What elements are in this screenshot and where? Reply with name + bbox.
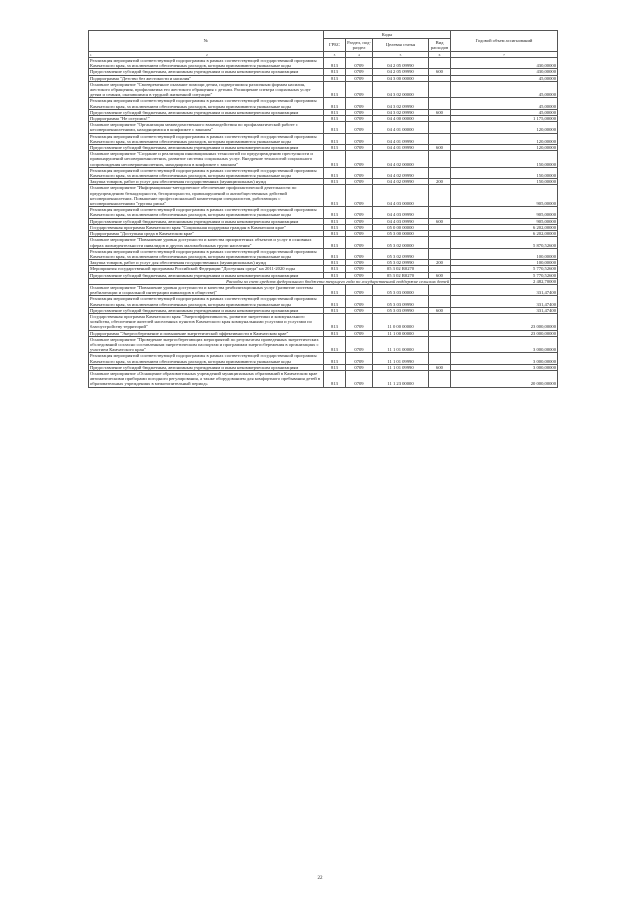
cell-cs: 04 4 00 00000 [373, 116, 429, 122]
cell-grbs: 813 [324, 336, 346, 353]
cell-desc: Закупка товаров, работ и услуг для обеспечения государственных (муниципальных) нужд [89, 179, 324, 185]
cell-cs: 04 4 01 09990 [373, 133, 429, 144]
cell-vr [429, 284, 451, 295]
cell-sum: 331,47400 [451, 296, 558, 307]
cell-sum: 3 000,00000 [451, 364, 558, 370]
cell-cs: 05 3 02 09990 [373, 248, 429, 259]
cell-cs: 05 3 00 00000 [373, 231, 429, 237]
cell-cs: 11 1 01 09990 [373, 364, 429, 370]
cell-grbs: 813 [324, 248, 346, 259]
cell-sum: 150,00000 [451, 151, 558, 168]
cell-desc: Реализация мероприятий соответствующей подпрограммы в рамках соответствующей государственной программы Камчатского края, за исключением обеспеченных расходов, которым присваиваются уникальные коды [89, 167, 324, 178]
cell-cs: 04 4 02 00000 [373, 151, 429, 168]
cell-grbs: 813 [324, 167, 346, 178]
cell-vr: 600 [429, 145, 451, 151]
cell-sum: 3 000,00000 [451, 336, 558, 353]
table-row [89, 296, 558, 307]
cell-rz: 0709 [346, 224, 373, 230]
cell-sum: 2 482,70000 [451, 278, 558, 284]
cell-vr [429, 313, 451, 330]
cell-sum: 6 202,00000 [451, 224, 558, 230]
header-tsel: Целевая статья [373, 39, 429, 52]
cell-desc: Основное мероприятие "Создание и реализация инновационных технологий по предупреждению преступности и правонарушений несовершеннолетних, развитие системы социальных услуг. Внедрение технологий социального сопровождения несовершеннолетних, находящихся в конфликте с законом" [89, 151, 324, 168]
cell-grbs: 813 [324, 353, 346, 364]
cell-sum: 6 202,00000 [451, 231, 558, 237]
cell-grbs: 813 [324, 266, 346, 272]
cell-rz: 0709 [346, 237, 373, 248]
cell-cs: 11 1 23 00000 [373, 370, 429, 387]
cell-desc: Основное мероприятие "Своевременное оказание помощи детям, подвергшимся различным формам насилия, жестокого обращения, профилактика его жестокого обращения с детьми. Расширение спектра социальных услуг детям и семьям, оказавшимся в трудной жизненной ситуации" [89, 81, 324, 98]
cell-sum: 905,00000 [451, 185, 558, 207]
cell-desc: Основное мероприятие "Проведение энергосберегающих мероприятий по результатам проведенных энергетических обследований согласно составленным энергетическим паспортам и программам энергосбережения в организациях с участием Камчатского края" [89, 336, 324, 353]
cell-rz: 0709 [346, 266, 373, 272]
cell-cs: 04 3 02 09990 [373, 109, 429, 115]
cell-desc: Предоставление субсидий бюджетным, автономным учреждениям и иным некоммерческим организациям [89, 145, 324, 151]
cell-desc: Основное мероприятие "Организация межведомственного взаимодействия по профилактической работе с несовершеннолетними, находящимися в конфликте с законом" [89, 122, 324, 133]
cell-cs: 05 3 03 09990 [373, 307, 429, 313]
cell-grbs: 813 [324, 179, 346, 185]
cell-grbs: 813 [324, 116, 346, 122]
cell-vr [429, 296, 451, 307]
cell-desc: Предоставление субсидий бюджетным, автономным учреждениям и иным некоммерческим организациям [89, 69, 324, 75]
cell-rz: 0709 [346, 151, 373, 168]
cell-grbs: 813 [324, 296, 346, 307]
cell-sum: 5 770,52600 [451, 266, 558, 272]
cell-rz: 0709 [346, 122, 373, 133]
col-number: 4 [346, 52, 373, 58]
cell-cs: 05 3 03 09990 [373, 296, 429, 307]
cell-rz: 0709 [346, 307, 373, 313]
cell-grbs: 813 [324, 109, 346, 115]
cell-rz: 0709 [346, 207, 373, 218]
cell-desc: Основное мероприятие "Информационно-методическое обеспечение профилактической деятельности по предупреждению безнадзорности, беспризорности, правонарушений и антиобщественных действий несовершеннолетних. Повышение профессиональной компетенции специалистов, работающих с несовершеннолетними "группы риска" [89, 185, 324, 207]
cell-desc: Мероприятия государственной программы Российской Федерации "Доступная среда" на 2011-2020 годы [89, 266, 324, 272]
cell-grbs: 813 [324, 145, 346, 151]
table-row [89, 336, 558, 353]
cell-cs: 05 0 00 00000 [373, 224, 429, 230]
cell-sum: 100,00000 [451, 260, 558, 266]
cell-desc: Подпрограмма "Не оступись!" [89, 116, 324, 122]
cell-vr [429, 133, 451, 144]
cell-desc: Реализация мероприятий соответствующей подпрограммы в рамках соответствующей государственной программы Камчатского края, за исключением обеспеченных расходов, которым присваиваются уникальные коды [89, 58, 324, 69]
cell-sum: 430,00000 [451, 58, 558, 69]
cell-cs: 05 3 02 R0270 [373, 266, 429, 272]
cell-grbs: 813 [324, 224, 346, 230]
cell-grbs: 813 [324, 307, 346, 313]
cell-desc: Реализация мероприятий соответствующей подпрограммы в рамках соответствующей государственной программы Камчатского края, за исключением обеспеченных расходов, которым присваиваются уникальные коды [89, 353, 324, 364]
cell-grbs: 813 [324, 218, 346, 224]
cell-desc: Государственная программа Камчатского края "Энергоэффективность, развитие энергетики и коммунального хозяйства, обеспечение жителей населенных пунктов Камчатского края коммунальными услугами и услугами по благоустройству территорий" [89, 313, 324, 330]
cell-sum: 5 870,52600 [451, 237, 558, 248]
table-row [89, 185, 558, 207]
cell-sum: 120,00000 [451, 133, 558, 144]
cell-desc: Государственная программа Камчатского края "Социальная поддержка граждан в Камчатском крае" [89, 224, 324, 230]
cell-sum: 45,00000 [451, 98, 558, 109]
cell-rz: 0709 [346, 218, 373, 224]
cell-vr [429, 353, 451, 364]
cell-desc: Закупка товаров, работ и услуг для обеспечения государственных (муниципальных) нужд [89, 260, 324, 266]
page-number: 22 [317, 876, 323, 881]
cell-sum: 430,00000 [451, 69, 558, 75]
cell-sum: 23 000,00000 [451, 313, 558, 330]
cell-vr: 600 [429, 307, 451, 313]
cell-rz: 0709 [346, 364, 373, 370]
cell-cs: 11 1 01 00000 [373, 336, 429, 353]
cell-desc: Реализация мероприятий соответствующей подпрограммы в рамках соответствующей государственной программы Камчатского края, за исключением обеспеченных расходов, которым присваиваются уникальные коды [89, 98, 324, 109]
cell-desc: Основное мероприятие «Оснащение образовательных учреждений муниципальных образований в Камчатском крае автоматическими приборами погодного регулирования, а также оборудованием для комфортного пребывания детей в образовательных учреждениях в межотопительный период» [89, 370, 324, 387]
cell-cs: 04 4 01 00000 [373, 122, 429, 133]
cell-cs: 11 0 00 00000 [373, 313, 429, 330]
cell-desc: Предоставление субсидий бюджетным, автономным учреждениям и иным некоммерческим организациям [89, 218, 324, 224]
cell-cs: 11 1 01 09990 [373, 353, 429, 364]
cell-sum: 45,00000 [451, 109, 558, 115]
cell-sum: 331,47400 [451, 307, 558, 313]
cell-vr [429, 336, 451, 353]
table-row [89, 133, 558, 144]
cell-rz: 0709 [346, 370, 373, 387]
cell-rz: 0709 [346, 313, 373, 330]
cell-cs: 04 2 05 09990 [373, 69, 429, 75]
cell-sum: 20 000,00000 [451, 370, 558, 387]
table-row [89, 122, 558, 133]
cell-rz: 0709 [346, 81, 373, 98]
note-text: Расходы за счет средств федерального бюджета текущего года по государственной поддержке сельских детей [89, 278, 451, 284]
cell-rz: 0709 [346, 284, 373, 295]
cell-rz: 0709 [346, 75, 373, 81]
cell-rz: 0709 [346, 296, 373, 307]
header-amount: Годовой объем ассигнований [451, 31, 558, 52]
cell-cs: 11 1 00 00000 [373, 330, 429, 336]
cell-cs: 04 2 05 09990 [373, 58, 429, 69]
cell-cs: 04 3 02 09990 [373, 98, 429, 109]
cell-vr [429, 58, 451, 69]
cell-rz: 0709 [346, 58, 373, 69]
cell-rz: 0709 [346, 260, 373, 266]
cell-rz: 0709 [346, 185, 373, 207]
table-row [89, 248, 558, 259]
cell-rz: 0709 [346, 353, 373, 364]
cell-sum: 45,00000 [451, 75, 558, 81]
cell-rz: 0709 [346, 336, 373, 353]
cell-grbs: 813 [324, 58, 346, 69]
cell-cs: 05 3 02 R0270 [373, 272, 429, 278]
cell-desc: Реализация мероприятий соответствующей подпрограммы в рамках соответствующей государственной программы Камчатского края, за исключением обеспеченных расходов, которым присваиваются уникальные коды [89, 133, 324, 144]
header-num: № [89, 31, 324, 52]
cell-grbs: 813 [324, 260, 346, 266]
header-vid: Вид расходов [429, 39, 451, 52]
cell-grbs: 813 [324, 122, 346, 133]
cell-grbs: 813 [324, 133, 346, 144]
cell-cs: 04 3 00 00000 [373, 75, 429, 81]
cell-desc: Основное мероприятие "Повышение уровня доступности и качества реабилитационных услуг (развитие системы реабилитации и социальной интеграции инвалидов в обществе)" [89, 284, 324, 295]
cell-rz: 0709 [346, 272, 373, 278]
header-codes: Коды [324, 31, 451, 39]
cell-cs: 05 3 03 00000 [373, 284, 429, 295]
cell-sum: 45,00000 [451, 81, 558, 98]
col-number: 6 [429, 52, 451, 58]
cell-cs: 05 3 02 09990 [373, 260, 429, 266]
cell-desc: Подпрограмма "Энергосбережение и повышение энергетической эффективности в Камчатском крае" [89, 330, 324, 336]
cell-cs: 04 4 03 09990 [373, 218, 429, 224]
cell-sum: 150,00000 [451, 179, 558, 185]
cell-vr [429, 151, 451, 168]
cell-grbs: 813 [324, 237, 346, 248]
cell-cs: 05 3 02 00000 [373, 237, 429, 248]
col-number: 7 [451, 52, 558, 58]
cell-cs: 04 4 03 00000 [373, 185, 429, 207]
cell-rz: 0709 [346, 167, 373, 178]
cell-sum: 100,00000 [451, 248, 558, 259]
cell-desc: Предоставление субсидий бюджетным, автономным учреждениям и иным некоммерческим организациям [89, 272, 324, 278]
cell-desc: Подпрограмма "Детство без жестокости и насилия" [89, 75, 324, 81]
cell-rz: 0709 [346, 116, 373, 122]
cell-cs: 04 4 02 09990 [373, 167, 429, 178]
cell-sum: 23 000,00000 [451, 330, 558, 336]
cell-grbs: 813 [324, 313, 346, 330]
cell-grbs: 813 [324, 75, 346, 81]
cell-vr: 600 [429, 364, 451, 370]
table-row [89, 81, 558, 98]
cell-vr: 600 [429, 69, 451, 75]
budget-table-sheet [88, 30, 557, 388]
cell-rz: 0709 [346, 69, 373, 75]
table-row [89, 58, 558, 69]
cell-desc: Предоставление субсидий бюджетным, автономным учреждениям и иным некоммерческим организациям [89, 364, 324, 370]
col-number: 3 [324, 52, 346, 58]
cell-vr: 600 [429, 218, 451, 224]
cell-grbs: 813 [324, 231, 346, 237]
table-row [89, 98, 558, 109]
table-row [89, 353, 558, 364]
cell-cs: 04 3 02 00000 [373, 81, 429, 98]
cell-grbs: 813 [324, 185, 346, 207]
table-body [89, 58, 558, 388]
cell-desc: Реализация мероприятий соответствующей подпрограммы в рамках соответствующей государственной программы Камчатского края, за исключением обеспеченных расходов, которым присваиваются уникальные коды [89, 207, 324, 218]
table-row [89, 237, 558, 248]
cell-sum: 905,00000 [451, 207, 558, 218]
cell-grbs: 813 [324, 364, 346, 370]
cell-rz: 0709 [346, 98, 373, 109]
cell-vr [429, 98, 451, 109]
cell-rz: 0709 [346, 179, 373, 185]
cell-cs: 04 4 03 09990 [373, 207, 429, 218]
col-number: 2 [206, 53, 208, 57]
table-row [89, 313, 558, 330]
cell-grbs: 813 [324, 284, 346, 295]
cell-sum: 3 000,00000 [451, 353, 558, 364]
cell-grbs: 813 [324, 81, 346, 98]
cell-desc: Реализация мероприятий соответствующей подпрограммы в рамках соответствующей государственной программы Камчатского края, за исключением обеспеченных расходов, которым присваиваются уникальные коды [89, 296, 324, 307]
cell-vr: 200 [429, 179, 451, 185]
budget-table [88, 30, 558, 388]
cell-rz: 0709 [346, 248, 373, 259]
cell-vr: 600 [429, 272, 451, 278]
cell-vr [429, 167, 451, 178]
col-number: 5 [373, 52, 429, 58]
cell-sum: 1 175,00000 [451, 116, 558, 122]
cell-cs: 04 4 02 09990 [373, 179, 429, 185]
cell-grbs: 813 [324, 370, 346, 387]
cell-vr [429, 370, 451, 387]
cell-vr [429, 122, 451, 133]
header-grbs: ГРБС [324, 39, 346, 52]
cell-vr [429, 248, 451, 259]
header-razdel: Раздел, под-раздел [347, 39, 371, 50]
cell-vr [429, 237, 451, 248]
cell-rz: 0709 [346, 109, 373, 115]
cell-vr: 600 [429, 109, 451, 115]
table-row [89, 370, 558, 387]
cell-rz: 0709 [346, 145, 373, 151]
cell-sum: 905,00000 [451, 218, 558, 224]
cell-desc: Основное мероприятие "Повышение уровня доступности и качества приоритетных объектов и услуг в основных сферах жизнедеятельности инвалидов и других маломобильных групп населения" [89, 237, 324, 248]
cell-vr: 200 [429, 260, 451, 266]
cell-vr [429, 185, 451, 207]
table-row [89, 151, 558, 168]
table-row [89, 207, 558, 218]
cell-sum: 120,00000 [451, 145, 558, 151]
cell-grbs: 813 [324, 207, 346, 218]
cell-desc: Предоставление субсидий бюджетным, автономным учреждениям и иным некоммерческим организациям [89, 109, 324, 115]
cell-rz: 0709 [346, 330, 373, 336]
cell-sum: 331,47400 [451, 284, 558, 295]
cell-vr [429, 81, 451, 98]
cell-grbs: 813 [324, 151, 346, 168]
cell-cs: 04 4 01 09990 [373, 145, 429, 151]
cell-grbs: 813 [324, 330, 346, 336]
table-row [89, 167, 558, 178]
cell-grbs: 813 [324, 69, 346, 75]
cell-grbs: 813 [324, 98, 346, 109]
cell-desc: Предоставление субсидий бюджетным, автономным учреждениям и иным некоммерческим организациям [89, 307, 324, 313]
cell-sum: 150,00000 [451, 167, 558, 178]
cell-desc: Подпрограмма "Доступная среда в Камчатском крае" [89, 231, 324, 237]
col-number: 1 [90, 53, 92, 57]
cell-vr [429, 207, 451, 218]
cell-desc: Реализация мероприятий соответствующей подпрограммы в рамках соответствующей государственной программы Камчатского края, за исключением обеспеченных расходов, которым присваиваются уникальные коды [89, 248, 324, 259]
cell-grbs: 813 [324, 272, 346, 278]
cell-rz: 0709 [346, 231, 373, 237]
cell-sum: 120,00000 [451, 122, 558, 133]
cell-sum: 5 770,52600 [451, 272, 558, 278]
table-row [89, 284, 558, 295]
cell-rz: 0709 [346, 133, 373, 144]
